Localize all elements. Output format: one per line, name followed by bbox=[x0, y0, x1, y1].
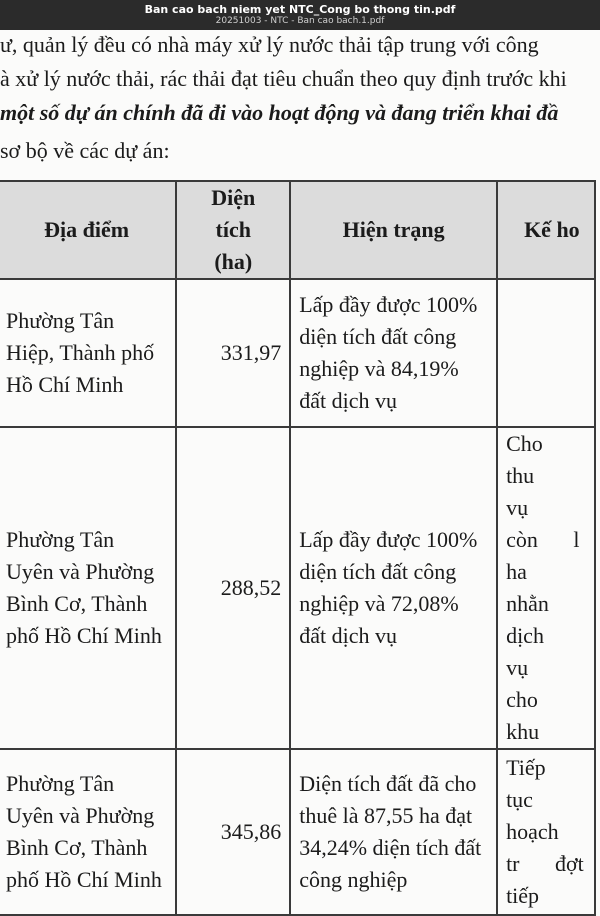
cell-plan bbox=[497, 279, 595, 427]
cell-status: Lấp đầy được 100% diện tích đất công nghiệp và 84,19% đất dịch vụ bbox=[290, 279, 497, 427]
cell-plan: Tiếp tục hoạch tr đợt tiếp bbox=[497, 749, 595, 915]
cell-area: 345,86 bbox=[176, 749, 290, 915]
cell-plan: Cho thu vụ còn l ha nhằn dịch vụ cho khu bbox=[497, 427, 595, 749]
table-row bbox=[0, 427, 595, 749]
table-row bbox=[0, 749, 595, 915]
cell-status: Diện tích đất đã cho thuê là 87,55 ha đạt 34,24% diện tích đất công nghiệp bbox=[290, 749, 497, 915]
header-status: Hiện trạng bbox=[290, 181, 497, 279]
cell-status: Lấp đầy được 100% diện tích đất công nghiệp và 72,08% đất dịch vụ bbox=[290, 427, 497, 749]
projects-table bbox=[0, 180, 596, 916]
cell-location: Phường Tân Hiệp, Thành phố Hồ Chí Minh bbox=[0, 279, 176, 427]
table-row bbox=[0, 279, 595, 427]
cell-location: Phường Tân Uyên và Phường Bình Cơ, Thành phố Hồ Chí Minh bbox=[0, 427, 176, 749]
window-subtitle: 20251003 - NTC - Ban cao bach.1.pdf bbox=[215, 16, 385, 26]
paragraph-line-4: sơ bộ về các dự án: bbox=[0, 138, 170, 163]
cell-location: Phường Tân Uyên và Phường Bình Cơ, Thành phố Hồ Chí Minh bbox=[0, 749, 176, 915]
pdf-page bbox=[0, 30, 600, 908]
header-plan: Kế ho bbox=[497, 181, 595, 279]
window-titlebar bbox=[0, 0, 600, 30]
header-area: Diện tích (ha) bbox=[176, 181, 290, 279]
window-title: Ban cao bach niem yet NTC_Cong bo thong tin.pdf bbox=[144, 3, 456, 16]
table-header-row bbox=[0, 181, 595, 279]
paragraph-line-3: một số dự án chính đã đi vào hoạt động và đang triển khai đầ bbox=[0, 100, 559, 125]
paragraph-line-1: ư, quản lý đều có nhà máy xử lý nước thải tập trung với công bbox=[0, 32, 539, 57]
cell-area: 331,97 bbox=[176, 279, 290, 427]
cell-area: 288,52 bbox=[176, 427, 290, 749]
paragraph-line-2: à xử lý nước thải, rác thải đạt tiêu chuẩn theo quy định trước khi bbox=[0, 66, 567, 91]
header-location: Địa điểm bbox=[0, 181, 176, 279]
